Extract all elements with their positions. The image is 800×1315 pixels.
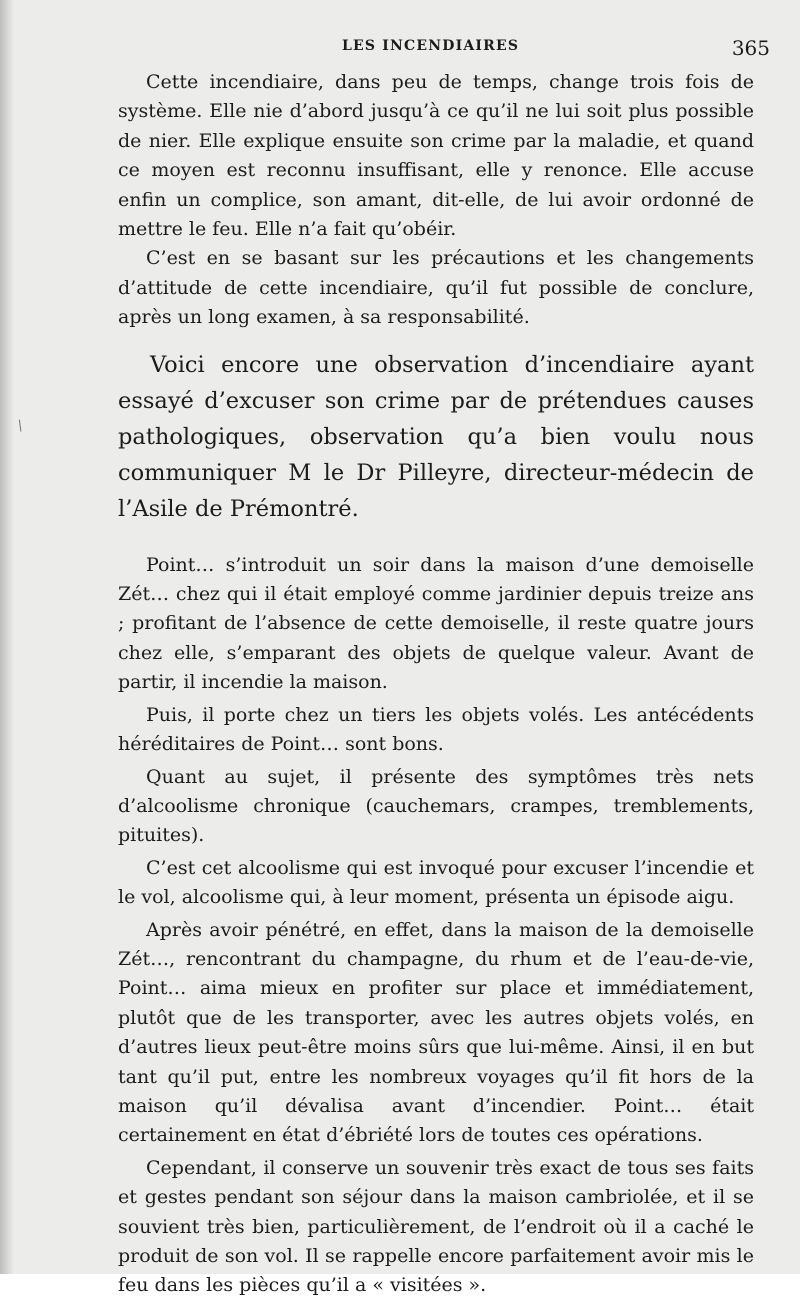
margin-pencil-mark: / [14,417,26,435]
paragraph: Puis, il porte chez un tiers les objets volés. Les antécédents héréditaires de Point… sont bons. [118,703,754,756]
page-header [120,36,770,66]
paragraph: Point… s’introduit un soir dans la maison d’une demoiselle Zét… chez qui il était employé comme jardinier depuis treize ans ; profitant de l’absence de cette demoiselle, il reste quatre jours chez elle, s’emparant des objets de quelque valeur. Avant de partir, il incendie la maison. [118,553,754,694]
page-body [118,68,754,1315]
intro-block [118,347,754,527]
text-block-1 [118,68,754,333]
paragraph: Cette incendiaire, dans peu de temps, change trois fois de système. Elle nie d’abord jusqu’à ce qu’il ne lui soit plus possible de nier. Elle explique ensuite son crime par la maladie, et quand ce moyen est reconnu insuffisant, elle y renonce. Elle accuse enfin un complice, son amant, dit-elle, de lui avoir ordonné de mettre le feu. Elle n’a fait qu’obéir. [118,71,754,241]
paragraph: Quant au sujet, il présente des symptômes très nets d’alcoolisme chronique (cauchemars, crampes, tremblements, pituites). [118,765,754,847]
text-block-2 [118,551,754,1301]
page-gutter-shadow [0,0,14,1274]
paragraph: Cependant, il conserve un souvenir très exact de tous ses faits et gestes pendant son séjour dans la maison cambriolée, et il se souvient très bien, particulièrement, de l’endroit où il a caché le produit de son vol. Il se rappelle encore parfaitement avoir mis le feu dans les pièces qu’il a « visitées ». [118,1156,754,1297]
page-number: 365 [731,36,770,60]
paragraph: Après avoir pénétré, en effet, dans la maison de la demoiselle Zét…, rencontrant du champagne, du rhum et de l’eau-de-vie, Point… aima mieux en profiter sur place et immédiatement, plutôt que de les transporter, avec les autres objets volés, en d’autres lieux peut-être moins sûrs que lui-même. Ainsi, il en but tant qu’il put, entre les nombreux voyages qu’il fit hors de la maison qu’il dévalisa avant d’incendier. Point… était certainement en état d’ébriété lors de toutes ces opérations. [118,918,754,1147]
paragraph: C’est en se basant sur les précautions et les changements d’attitude de cette incendiaire, qu’il fut possible de conclure, après un long examen, à sa responsabilité. [118,247,754,329]
intro-paragraph: Voici encore une observation d’incendiaire ayant essayé d’excuser son crime par de prétendues causes pathologiques, observation qu’a bien voulu nous communiquer M le Dr Pilleyre, directeur-médecin de l’Asile de Prémontré. [118,351,754,522]
paragraph: C’est cet alcoolisme qui est invoqué pour excuser l’incendie et le vol, alcoolisme qui, à leur moment, présenta un épisode aigu. [118,856,754,909]
running-title: LES INCENDIAIRES [342,38,520,54]
